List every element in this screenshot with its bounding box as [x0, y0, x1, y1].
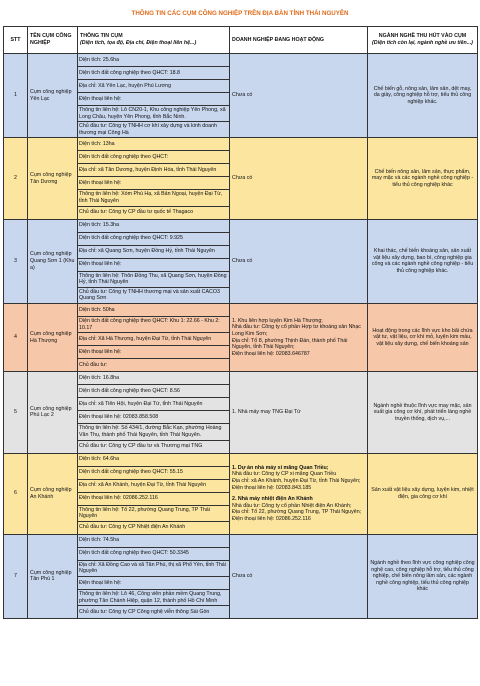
info-line: Chủ đầu tư: Công ty CP đầu tư quốc tế Thagaco: [79, 209, 194, 216]
row-stt: 4: [4, 304, 28, 372]
header-sector: [368, 27, 478, 54]
info-line: Diện tích: 16.8ha: [78, 372, 229, 385]
table-row: [4, 372, 478, 453]
header-biz: DOANH NGHIỆP ĐANG HOẠT ĐỘNG: [230, 27, 368, 54]
table-body: [4, 54, 478, 619]
row-stt: 7: [4, 534, 28, 618]
info-line: Điện thoại liên hệ: 02083.858.508: [78, 411, 229, 424]
active-businesses: [230, 54, 368, 138]
info-line: Diện tích đất công nghiệp theo QHCT: 9.925: [78, 233, 229, 246]
cluster-name: Cụm công nghiệp An Khánh: [28, 453, 78, 534]
table-row: [4, 138, 478, 219]
info-line: Thông tin liên hệ: Tổ 22, phường Quang Trung, TP Thái Nguyên: [78, 506, 229, 522]
business-line: Nhà đầu tư: Công ty CP xi măng Quan Triều: [232, 471, 337, 478]
header-sector-sub: (Diện tích còn lại, ngành nghề ưu tiên...): [372, 40, 473, 46]
table-row: [4, 219, 478, 303]
cluster-info: [78, 219, 230, 303]
info-line: Chủ đầu tư: Công ty TNHH thương mại và sản xuất CACO3 Quang Sơn: [79, 288, 220, 302]
business-line: Chưa có: [232, 92, 253, 99]
business-line: Chưa có: [232, 573, 253, 580]
cluster-name: Cụm công nghiệp Tân Phú 1: [28, 534, 78, 618]
row-stt: 3: [4, 219, 28, 303]
active-businesses: [230, 219, 368, 303]
info-line: Địa chỉ: xã Quang Sơn, huyện Đồng Hỷ, tỉnh Thái Nguyên: [78, 246, 229, 259]
info-line: Diện tích đất công nghiệp theo QHCT: 50.3345: [78, 548, 229, 561]
info-line: Chủ đầu tư: Công ty CP Công nghệ viễn thông Sài Gòn: [79, 608, 210, 615]
header-name: TÊN CỤM CÔNG NGHIỆP: [28, 27, 78, 54]
cluster-info: [78, 304, 230, 372]
target-sectors: Sản xuất vật liệu xây dựng, luyện kim, nhiệt điện, gia công cơ khí: [368, 453, 478, 534]
cluster-info: [78, 138, 230, 219]
info-line: Địa chỉ: Xã Hà Thượng, huyện Đại Từ, tỉnh Thái Nguyên: [78, 333, 229, 346]
info-line: Diện tích: 50ha: [78, 304, 229, 317]
info-line: Diện tích: 64.6ha: [78, 454, 229, 467]
info-line: Địa chỉ: xã An Khánh, huyện Đại Từ, tỉnh Thái Nguyên: [78, 480, 229, 493]
info-line: Diện tích: 74.5ha: [78, 535, 229, 548]
cluster-name: Cụm công nghiệp Yên Lạc: [28, 54, 78, 138]
target-sectors: Chế biến nông sản, lâm sản, thực phẩm, may mặc và các ngành nghề công nghiệp - tiểu thủ công nghiệp khác: [368, 138, 478, 219]
business-line: Chưa có: [232, 258, 253, 265]
cluster-name: Cụm công nghiệp Hà Thượng: [28, 304, 78, 372]
info-line: Thông tin liên hệ: Lô CN20-1, Khu công nghiệp Yên Phong, xã Long Châu, huyện Yên Phong, tỉnh Bắc Ninh.: [78, 106, 229, 122]
cluster-info: [78, 534, 230, 618]
info-line: Địa chỉ: xã Tiên Hội, huyện Đại Từ, tỉnh Thái Nguyên: [78, 398, 229, 411]
header-row: [4, 27, 478, 54]
cluster-info: [78, 453, 230, 534]
info-line: Điện thoại liên hệ: 02086.252.116: [78, 493, 229, 506]
business-title: 1. Dự án nhà máy xi măng Quan Triều;: [232, 464, 329, 471]
business-line: Nhà đầu tư: Công ty cổ phần Hợp tư khoáng sản Nhạc Long Kim Sơn;: [232, 324, 361, 338]
info-line: Diện tích: 15.3ha: [78, 220, 229, 233]
business-line: 1. Nhà máy may TNG Đại Từ: [232, 409, 301, 416]
active-businesses: [230, 534, 368, 618]
info-line: Thông tin liên hệ: Số 434/1, đường Bắc Kạn, phường Hoàng Văn Thụ, thành phố Thái Nguyên, tỉnh Thái Nguyên.: [78, 424, 229, 440]
target-sectors: Chế biến gỗ, nông sản, lâm sản, dệt may, da giầy, công nghiệp hỗ trợ, tiểu thủ công nghiệp khác.: [368, 54, 478, 138]
info-line: Điện thoại liên hệ:: [78, 177, 229, 190]
cluster-name: Cụm công nghiệp Phú Lạc 2: [28, 372, 78, 453]
cluster-info: [78, 54, 230, 138]
info-line: Chủ đầu tư: Công ty CP đầu tư và Thương mại TNG: [79, 443, 203, 450]
business-line: Chưa có: [232, 175, 253, 182]
business-line: Địa chỉ: xã An Khánh, huyện Đại Từ, tỉnh Thái Nguyên;: [232, 477, 361, 484]
active-businesses: [230, 304, 368, 372]
business-title: 2. Nhà máy nhiệt điện An Khánh: [232, 496, 313, 503]
header-info-sub: (Diện tích, tọa độ, Địa chỉ, Điện thoại liên hệ...): [80, 40, 197, 46]
info-line: Diện tích: 13ha: [78, 138, 229, 151]
info-line: Diện tích: 25.6ha: [78, 54, 229, 67]
table-row: [4, 304, 478, 372]
info-line: Địa chỉ: Xã Đồng Cao và xã Tân Phú, thị xã Phổ Yên, tỉnh Thái Nguyên: [78, 561, 229, 577]
target-sectors: Ngành nghề theo lĩnh vực công nghiệp công nghệ cao, công nghiệp hỗ trợ, tiểu thủ công nghiệp, chế biến nông lâm sản, các ngành nghề công nghiệp, tiểu thủ công nghiệp khác: [368, 534, 478, 618]
info-line: Chủ đầu tư: Công ty CP Nhiệt điện An Khánh: [79, 524, 186, 531]
active-businesses: [230, 138, 368, 219]
header-stt: STT: [4, 27, 28, 54]
active-businesses: [230, 453, 368, 534]
business-line: Điện thoại liên hệ: 02083.646787: [232, 350, 310, 357]
cluster-info: [78, 372, 230, 453]
info-line: Địa chỉ: Xã Yên Lạc, huyện Phú Lương: [78, 80, 229, 93]
row-stt: 6: [4, 453, 28, 534]
info-line: Chủ đầu tư: Công ty TNHH cơ khí xây dựng và kinh doanh thương mại Công Hà: [79, 123, 217, 136]
info-line: Thông tin liên hệ: Thôn Đồng Thu, xã Quang Sơn, huyện Đồng Hỷ, tỉnh Thái Nguyên: [78, 272, 229, 288]
business-line: Địa chỉ: Tổ 22, phường Quang Trung, TP Thái Nguyên;: [232, 509, 362, 516]
header-sector-title: NGÀNH NGHỀ THU HÚT VÀO CỤM: [378, 33, 467, 40]
info-line: Điện thoại liên hệ:: [78, 93, 229, 106]
business-line: Điện thoại liên hệ: 02083.843.185: [232, 484, 312, 491]
target-sectors: Ngành nghề thuộc lĩnh vực may mặc, sản xuất gia công cơ khí, phát triển làng nghề truyền thống, dịch vụ,...: [368, 372, 478, 453]
page-title: THÔNG TIN CÁC CỤM CÔNG NGHIỆP TRÊN ĐỊA BÀN TỈNH THÁI NGUYÊN: [131, 10, 349, 17]
info-line: Diện tích đất công nghiệp theo QHCT: 55.15: [78, 467, 229, 480]
cluster-name: Cụm công nghiệp Tân Dương: [28, 138, 78, 219]
target-sectors: Khai thác, chế biến khoáng sản, sản xuất vật liệu xây dựng, bao bì, công nghiệp gia công và các ngành nghề công nghiệp - tiểu thủ công nghiệp khác.: [368, 219, 478, 303]
info-line: Diện tích đất công nghiệp theo QHCT: 8.56: [78, 385, 229, 398]
target-sectors: Hoạt động trong các lĩnh vực kho bãi chứa vật tư, vật liệu, cơ khí mỏ, luyện kim màu, vật liệu xây dựng, chế biến khoáng sản: [368, 304, 478, 372]
clusters-table: [3, 26, 478, 619]
info-line: Diện tích đất công nghiệp theo QHCT: 18.8: [78, 67, 229, 80]
info-line: Điện thoại liên hệ:: [78, 259, 229, 272]
info-line: Thông tin liên hệ: Lô 46, Công viên phần mềm Quang Trung, phường Tân Chánh Hiệp, quận 12, thành phố Hồ Chí Minh: [78, 590, 229, 606]
business-line: Điện thoại liên hệ: 02086.252.116: [232, 515, 311, 522]
table-row: [4, 54, 478, 138]
info-line: Chủ đầu tư:: [79, 362, 107, 368]
row-stt: 1: [4, 54, 28, 138]
info-line: Địa chỉ: xã Tân Dương, huyện Định Hóa, tỉnh Thái Nguyên: [78, 164, 229, 177]
info-line: Diện tích đất công nghiệp theo QHCT:: [78, 151, 229, 164]
header-info: [78, 27, 230, 54]
table-row: [4, 453, 478, 534]
business-line: 1. Khu liên hợp luyện Kim Hà Thượng;: [232, 317, 323, 324]
cluster-name: Cụm công nghiệp Quang Sơn 1 (Khu a): [28, 219, 78, 303]
info-line: Điện thoại liên hệ:: [78, 577, 229, 590]
row-stt: 5: [4, 372, 28, 453]
header-info-title: THÔNG TIN CỤM: [80, 33, 123, 40]
table-row: [4, 534, 478, 618]
row-stt: 2: [4, 138, 28, 219]
info-line: Điện thoại liên hệ:: [78, 346, 229, 359]
info-line: Diện tích đất công nghiệp theo QHCT: Khu 1: 22.66 - Khu 2: 10.17: [78, 317, 229, 333]
info-line: Thông tin liên hệ: Xóm Phú Hạ, xã Bản Ngoại, huyện Đại Từ, tỉnh Thái Nguyên: [78, 190, 229, 206]
business-line: Nhà đầu tư: Công ty cổ phần Nhiệt điện An Khánh;: [232, 502, 352, 509]
active-businesses: [230, 372, 368, 453]
business-line: Địa chỉ: Tổ 8, phường Thịnh Đán, thành phố Thái Nguyên, tỉnh Thái Nguyên;: [232, 337, 348, 351]
